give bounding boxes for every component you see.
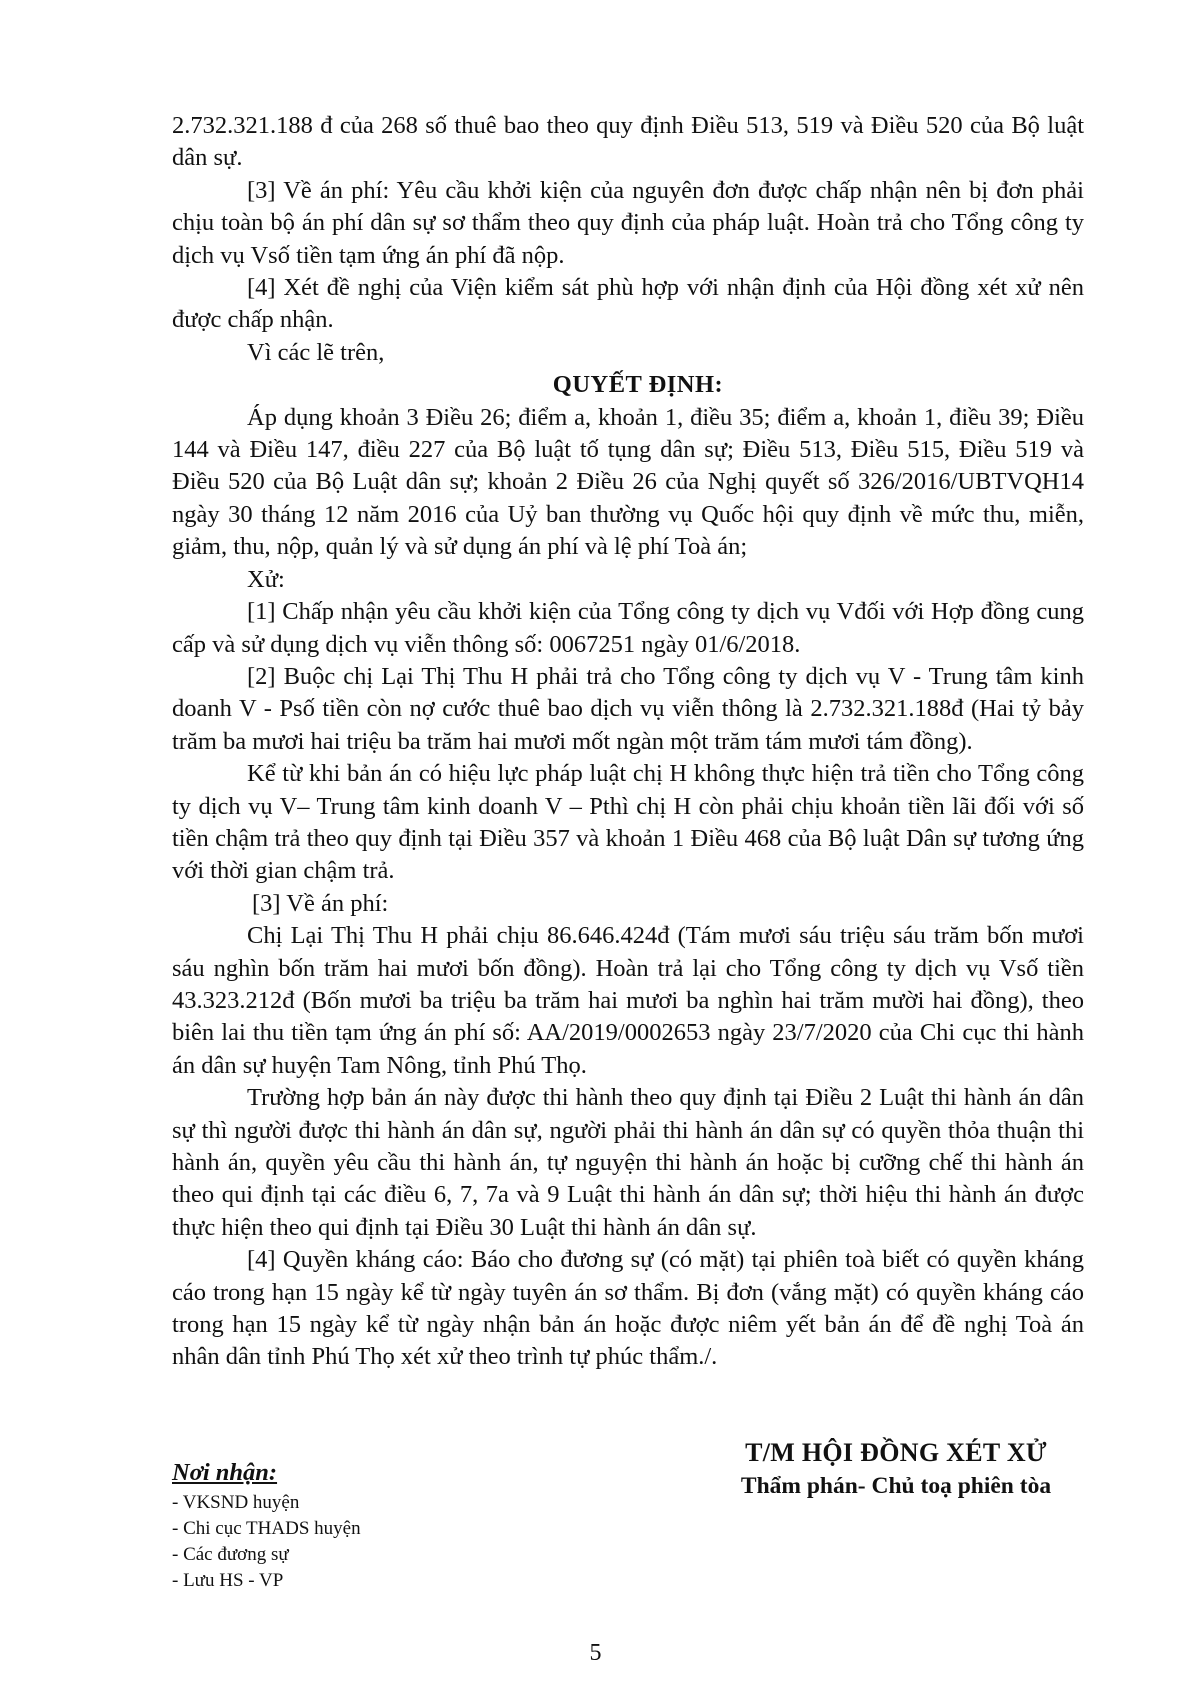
paragraph-court-fee-reasoning: [3] Về án phí: Yêu cầu khởi kiện của nguyên đơn được chấp nhận nên bị đơn phải chịu toàn bộ án phí dân sự sơ thẩm theo quy định của pháp luật. Hoàn trả cho Tổng công ty dịch vụ Vsố tiền tạm ứng án phí đã nộp. [172, 176, 1084, 269]
paragraph-continuation: 2.732.321.188 đ của 268 số thuê bao theo quy định Điều 513, 519 và Điều 520 của Bộ luật dân sự. [172, 112, 1084, 172]
page-number: 5 [589, 1640, 602, 1666]
paragraph-ruling-1: [1] Chấp nhận yêu cầu khởi kiện của Tổng công ty dịch vụ Vđối với Hợp đồng cung cấp và sử dụng dịch vụ viễn thông số: 0067251 ngày 01/6/2018. [172, 598, 1084, 658]
recipients-block [172, 1458, 492, 1594]
paragraph-procuracy-proposal: [4] Xét đề nghị của Viện kiểm sát phù hợp với nhận định của Hội đồng xét xử nên được chấp nhận. [172, 274, 1084, 334]
judgment-body [172, 110, 1084, 1374]
paragraph-enforcement: Trường hợp bản án này được thi hành theo quy định tại Điều 2 Luật thi hành án dân sự thì người được thi hành án dân sự, người phải thi hành án dân sự có quyền thỏa thuận thi hành án, quyền yêu cầu thi hành án, tự nguyện thi hành án hoặc bị cưỡng chế thi hành án theo qui định tại các điều 6, 7, 7a và 9 Luật thi hành án dân sự; thời hiệu thi hành án được thực hiện theo qui định tại Điều 30 Luật thi hành án dân sự. [172, 1084, 1084, 1241]
recipient-item: - Chi cục THADS huyện [172, 1518, 361, 1539]
paragraph-ruling-2: [2] Buộc chị Lại Thị Thu H phải trả cho Tổng công ty dịch vụ V - Trung tâm kinh doanh V - Psố tiền còn nợ cước thuê bao dịch vụ viễn thông là 2.732.321.188đ (Hai tỷ bảy trăm ba mươi hai triệu ba trăm hai mươi mốt ngàn một trăm tám mươi tám đồng). [172, 662, 1084, 755]
paragraph-late-interest: Kể từ khi bản án có hiệu lực pháp luật chị H không thực hiện trả tiền cho Tổng công ty dịch vụ V– Trung tâm kinh doanh V – Pthì chị H còn phải chịu khoản tiền lãi đối với số tiền chậm trả theo quy định tại Điều 357 và khoản 1 Điều 468 của Bộ luật Dân sự tương ứng với thời gian chậm trả. [172, 760, 1084, 885]
decision-heading: QUYẾT ĐỊNH: [552, 371, 724, 399]
recipient-item: - Lưu HS - VP [172, 1570, 284, 1591]
recipient-item: - Các đương sự [172, 1544, 289, 1565]
signature-subtitle: Thẩm phán- Chủ toạ phiên tòa [740, 1473, 1052, 1499]
paragraph-appeal-right: [4] Quyền kháng cáo: Báo cho đương sự (có mặt) tại phiên toà biết có quyền kháng cáo trong hạn 15 ngày kể từ ngày tuyên án sơ thẩm. Bị đơn (vắng mặt) có quyền kháng cáo trong hạn 15 ngày kể từ ngày nhận bản án hoặc được niêm yết bản án để đề nghị Toà án nhân dân tỉnh Phú Thọ xét xử theo trình tự phúc thẩm./. [172, 1246, 1084, 1371]
recipient-item: - VKSND huyện [172, 1492, 300, 1513]
paragraph-for-these-reasons: Vì các lẽ trên, [247, 338, 385, 366]
signature-block [706, 1436, 1086, 1502]
paragraph-applied-law: Áp dụng khoản 3 Điều 26; điểm a, khoản 1, điều 35; điểm a, khoản 1, điều 39; Điều 144 và Điều 147, điều 227 của Bộ luật tố tụng dân sự; Điều 513, Điều 515, Điều 519 và Điều 520 của Bộ Luật dân sự; khoản 2 Điều 26 của Nghị quyết số 326/2016/UBTVQH14 ngày 30 tháng 12 năm 2016 của Uỷ ban thường vụ Quốc hội quy định về mức thu, miễn, giảm, thu, nộp, quản lý và sử dụng án phí và lệ phí Toà án; [172, 403, 1084, 561]
paragraph-ruling-3-label: [3] Về án phí: [252, 889, 389, 917]
recipients-list [172, 1490, 492, 1594]
signature-title: T/M HỘI ĐỒNG XÉT XỬ [745, 1438, 1047, 1467]
recipients-heading: Nơi nhận: [172, 1459, 278, 1486]
paragraph-ruling-label: Xử: [247, 565, 285, 593]
paragraph-court-fee-ruling: Chị Lại Thị Thu H phải chịu 86.646.424đ (Tám mươi sáu triệu sáu trăm bốn mươi sáu nghìn bốn trăm hai mươi bốn đồng). Hoàn trả lại cho Tổng công ty dịch vụ Vsố tiền 43.323.212đ (Bốn mươi ba triệu ba trăm hai mươi ba nghìn hai trăm mười hai đồng), theo biên lai thu tiền tạm ứng án phí số: AA/2019/0002653 ngày 23/7/2020 của Chi cục thi hành án dân sự huyện Tam Nông, tỉnh Phú Thọ. [172, 922, 1084, 1079]
